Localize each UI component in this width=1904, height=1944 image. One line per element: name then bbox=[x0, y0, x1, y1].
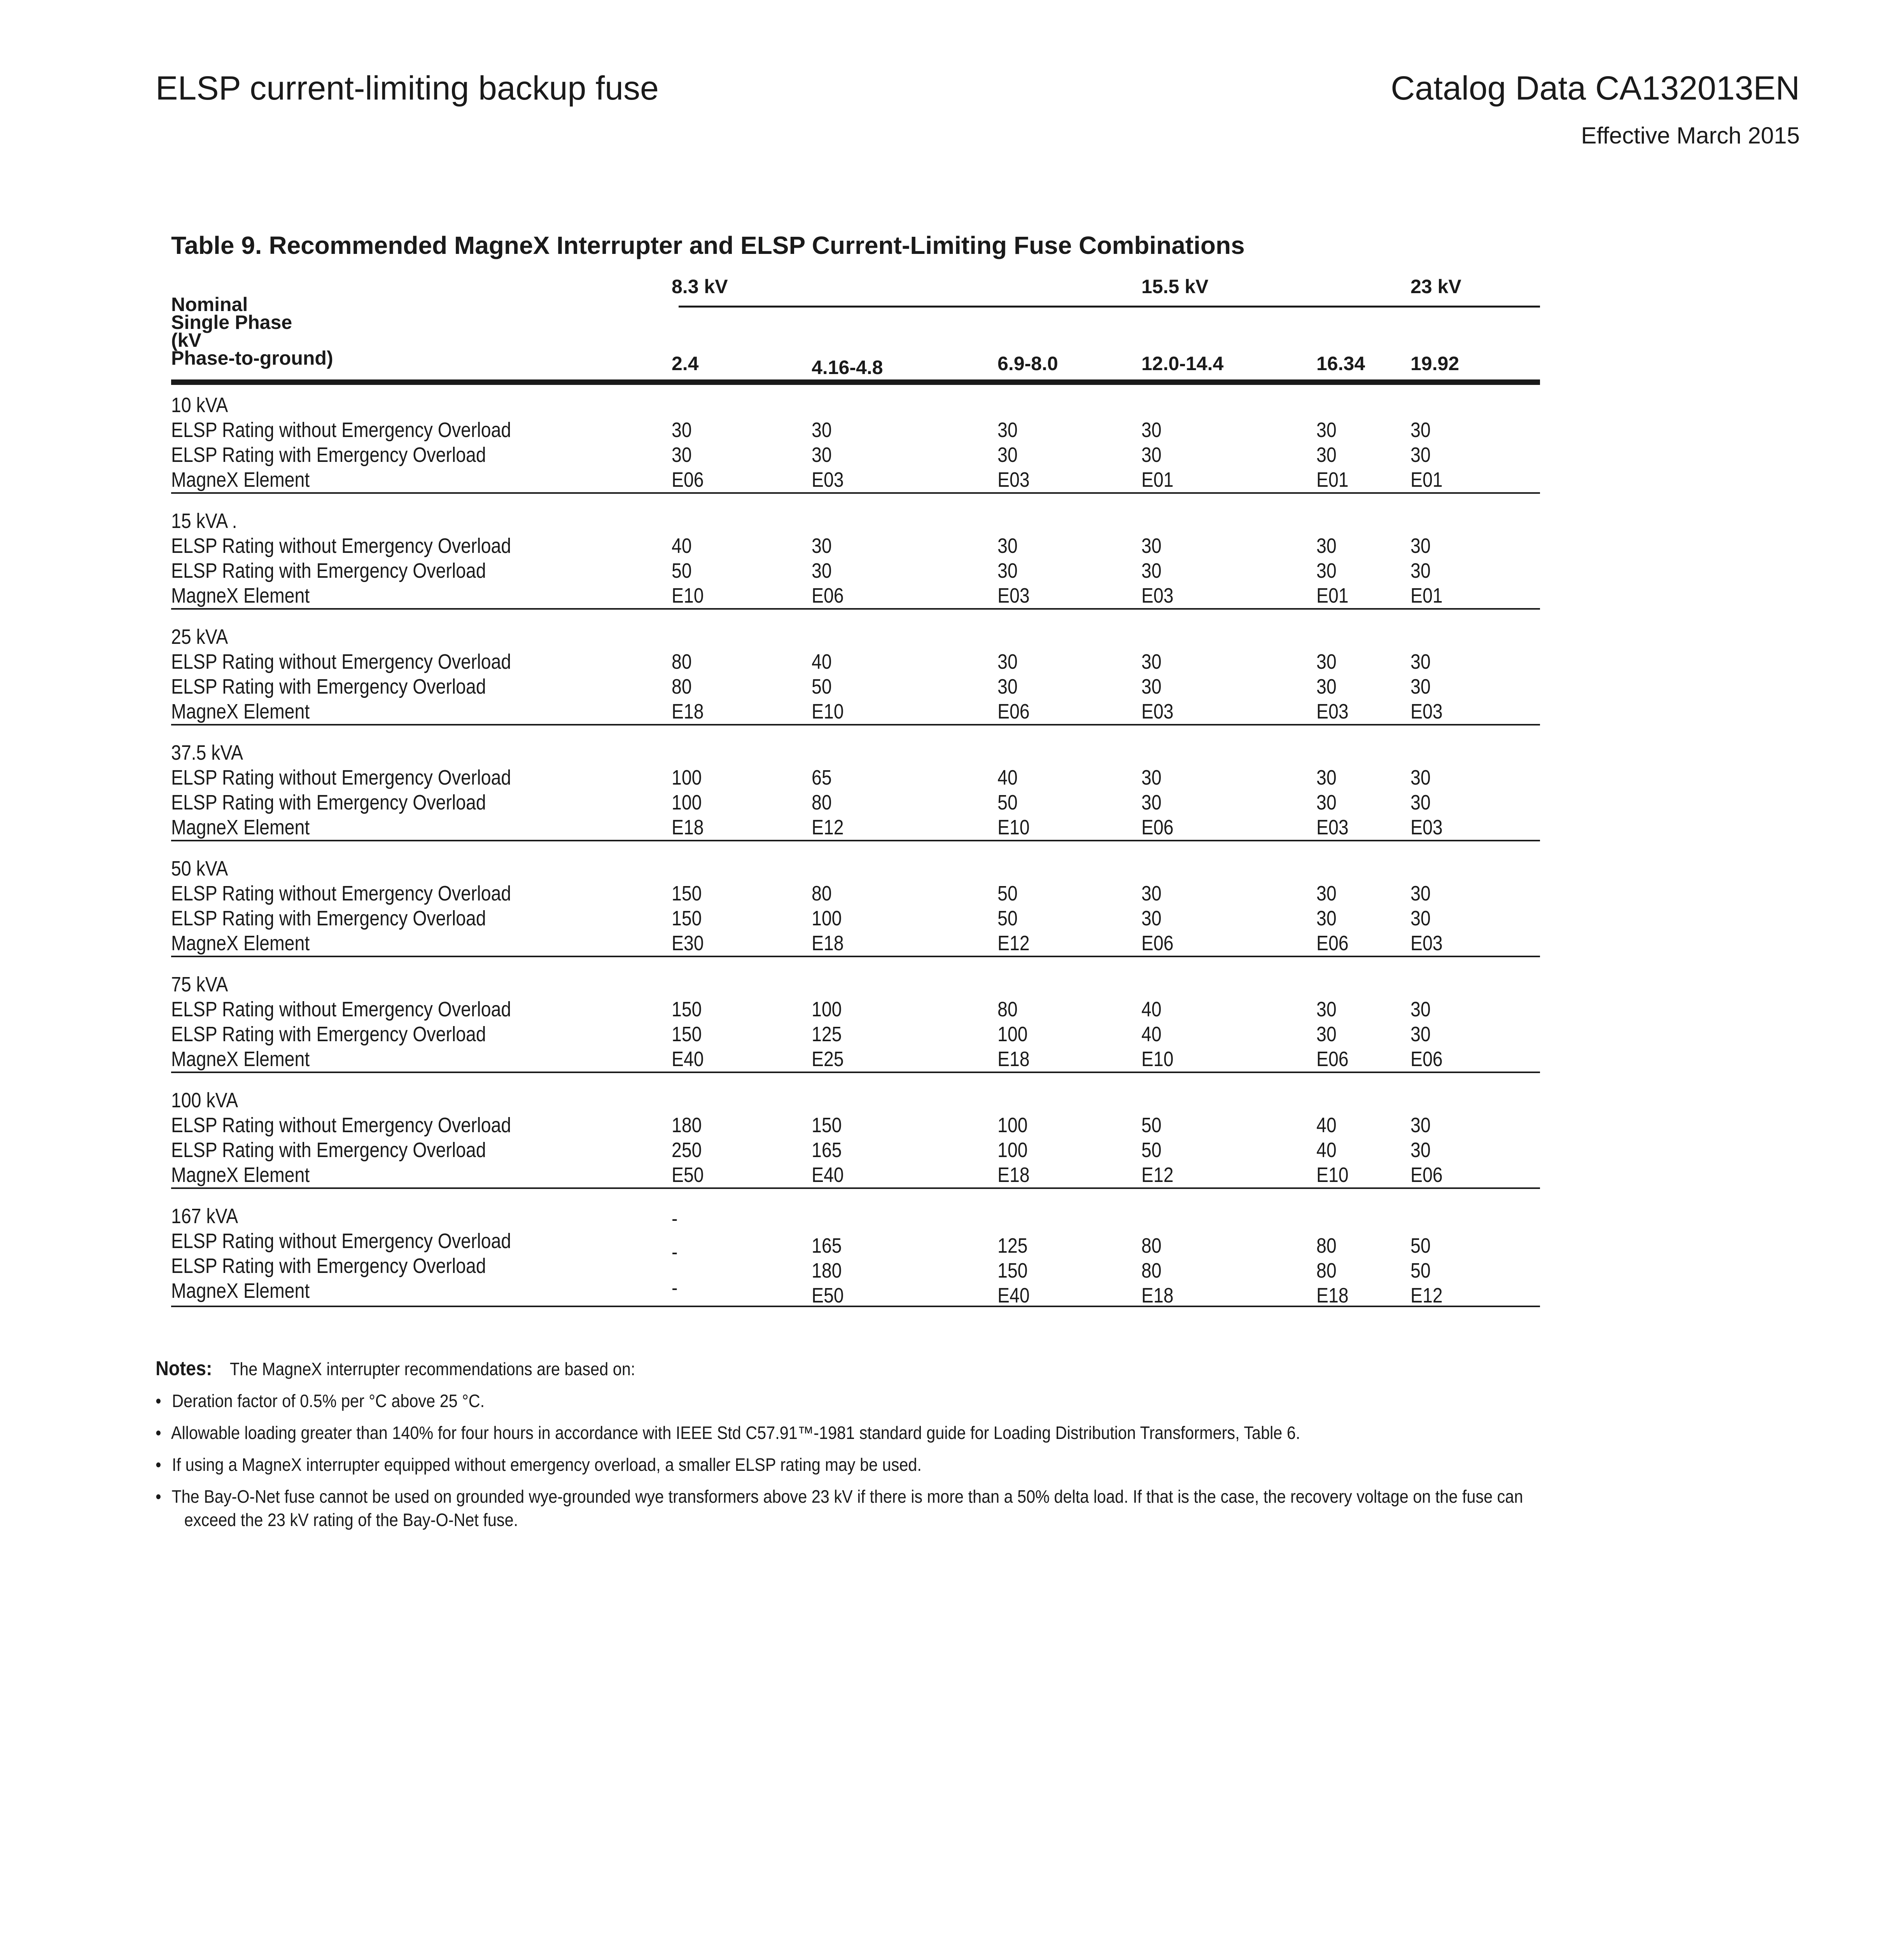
table-cell: 30 bbox=[998, 559, 1018, 582]
table-cell: E18 bbox=[672, 700, 704, 723]
table-cell: E06 bbox=[1410, 1163, 1443, 1187]
table-cell: E12 bbox=[998, 932, 1030, 955]
table-cell: 100 bbox=[672, 766, 702, 789]
table-cell: 100 bbox=[672, 791, 702, 814]
note-text: Deration factor of 0.5% per °C above 25 °C. bbox=[172, 1391, 485, 1411]
table-cell: 30 bbox=[1141, 766, 1162, 789]
table-cell: E01 bbox=[1410, 468, 1443, 491]
table-title: Table 9. Recommended MagneX Interrupter and ELSP Current-Limiting Fuse Combinations bbox=[171, 231, 1245, 259]
note-item bbox=[156, 1453, 1748, 1476]
table-cell: 125 bbox=[998, 1234, 1028, 1257]
table-cell: E03 bbox=[998, 584, 1030, 607]
table-cell: 30 bbox=[998, 534, 1018, 558]
table-cell: 40 bbox=[672, 534, 692, 558]
nominal-header-line-4: Phase-to-ground) bbox=[171, 347, 333, 369]
table-cell: 30 bbox=[1316, 1023, 1337, 1046]
table-cell: 50 bbox=[998, 791, 1018, 814]
note-text: If using a MagneX interrupter equipped without emergency overload, a smaller ELSP rating may be used. bbox=[172, 1455, 922, 1475]
row-descriptor-label: ELSP Rating without Emergency Overload bbox=[171, 998, 511, 1021]
table-cell: E18 bbox=[998, 1163, 1030, 1187]
table-cell: 30 bbox=[998, 675, 1018, 698]
table-cell: 30 bbox=[1141, 882, 1162, 905]
table-cell: 30 bbox=[1410, 559, 1431, 582]
table-cell: E25 bbox=[812, 1047, 844, 1071]
table-cell: - bbox=[672, 1240, 678, 1264]
row-descriptor-label: MagneX Element bbox=[171, 1163, 310, 1187]
row-kva-label: 50 kVA bbox=[171, 857, 228, 880]
table-cell: E18 bbox=[1141, 1284, 1174, 1307]
column-header-2-4: 2.4 bbox=[672, 353, 699, 374]
column-header-16-34: 16.34 bbox=[1316, 353, 1365, 374]
table-cell: 80 bbox=[1316, 1259, 1337, 1282]
note-item bbox=[156, 1421, 1748, 1444]
row-kva-label: 167 kVA bbox=[171, 1205, 238, 1228]
table-cell: E03 bbox=[1316, 700, 1349, 723]
table-cell: E06 bbox=[998, 700, 1030, 723]
table-cell: E10 bbox=[1141, 1047, 1174, 1071]
table-cell: 80 bbox=[1141, 1234, 1162, 1257]
table-cell: 150 bbox=[672, 998, 702, 1021]
notes-intro-text: The MagneX interrupter recommendations are based on: bbox=[229, 1359, 635, 1379]
table-cell: E01 bbox=[1316, 584, 1349, 607]
table-cell: E18 bbox=[672, 816, 704, 839]
column-header-19-92: 19.92 bbox=[1410, 353, 1460, 374]
header-rule bbox=[171, 379, 1540, 385]
notes-heading: Notes: bbox=[156, 1357, 212, 1380]
table-cell: 30 bbox=[1141, 675, 1162, 698]
row-descriptor-label: ELSP Rating with Emergency Overload bbox=[171, 791, 486, 814]
table-cell: 100 bbox=[998, 1114, 1028, 1137]
table-cell: 30 bbox=[672, 418, 692, 442]
table-cell: 30 bbox=[1410, 650, 1431, 673]
table-cell: 50 bbox=[1410, 1234, 1431, 1257]
group-header-15-5kv: 15.5 kV bbox=[1141, 276, 1209, 297]
row-descriptor-label: ELSP Rating with Emergency Overload bbox=[171, 1023, 486, 1046]
table-cell: 30 bbox=[1410, 418, 1431, 442]
row-kva-label: 15 kVA . bbox=[171, 509, 237, 533]
row-descriptor-label: MagneX Element bbox=[171, 584, 310, 607]
row-descriptor-label: ELSP Rating without Emergency Overload bbox=[171, 766, 511, 789]
table-cell: 50 bbox=[672, 559, 692, 582]
table-cell: E12 bbox=[1410, 1284, 1443, 1307]
table-cell: 30 bbox=[1316, 998, 1337, 1021]
row-descriptor-label: MagneX Element bbox=[171, 816, 310, 839]
table-cell: 30 bbox=[1141, 650, 1162, 673]
table-cell: 100 bbox=[812, 998, 842, 1021]
table-cell: 30 bbox=[1410, 1114, 1431, 1137]
table-cell: 100 bbox=[812, 907, 842, 930]
table-cell: E06 bbox=[1316, 932, 1349, 955]
table-cell: 30 bbox=[1316, 882, 1337, 905]
row-descriptor-label: ELSP Rating without Emergency Overload bbox=[171, 418, 511, 442]
nominal-header-line-1: Nominal bbox=[171, 294, 248, 315]
table-cell: E40 bbox=[998, 1284, 1030, 1307]
table-cell: 80 bbox=[812, 882, 832, 905]
table-cell: 80 bbox=[1316, 1234, 1337, 1257]
table-cell: E10 bbox=[998, 816, 1030, 839]
row-kva-label: 100 kVA bbox=[171, 1089, 238, 1112]
catalog-number: CA132013EN bbox=[1595, 70, 1800, 107]
row-kva-label: 10 kVA bbox=[171, 393, 228, 417]
table-cell: 30 bbox=[1410, 766, 1431, 789]
table-cell: E30 bbox=[672, 932, 704, 955]
table-cell: - bbox=[672, 1276, 678, 1299]
nominal-header-line-2: Single Phase bbox=[171, 311, 292, 333]
table-cell: 30 bbox=[1316, 791, 1337, 814]
table-cell: E06 bbox=[1141, 816, 1174, 839]
table-cell: 30 bbox=[1141, 907, 1162, 930]
table-cell: E03 bbox=[812, 468, 844, 491]
note-item bbox=[156, 1485, 1748, 1508]
table-cell: E12 bbox=[1141, 1163, 1174, 1187]
table-cell: 30 bbox=[1316, 559, 1337, 582]
note-item-continuation: exceed the 23 kV rating of the Bay-O-Net fuse. bbox=[184, 1510, 518, 1530]
table-cell: 30 bbox=[812, 418, 832, 442]
row-descriptor-label: ELSP Rating with Emergency Overload bbox=[171, 1138, 486, 1162]
table-cell: 30 bbox=[812, 559, 832, 582]
table-cell: 50 bbox=[812, 675, 832, 698]
table-cell: 125 bbox=[812, 1023, 842, 1046]
table-cell: E50 bbox=[672, 1163, 704, 1187]
table-cell: 150 bbox=[672, 882, 702, 905]
table-cell: E18 bbox=[998, 1047, 1030, 1071]
table-cell: 30 bbox=[1410, 998, 1431, 1021]
table-cell: E06 bbox=[1410, 1047, 1443, 1071]
table-cell: E06 bbox=[672, 468, 704, 491]
table-cell: E03 bbox=[1316, 816, 1349, 839]
table-cell: 30 bbox=[1410, 791, 1431, 814]
table-cell: 150 bbox=[998, 1259, 1028, 1282]
table-cell: 80 bbox=[812, 791, 832, 814]
table-cell: E18 bbox=[1316, 1284, 1349, 1307]
bullet-icon: • bbox=[156, 1455, 161, 1475]
row-divider bbox=[171, 724, 1540, 726]
table-cell: 30 bbox=[1410, 534, 1431, 558]
table-cell: E03 bbox=[1410, 816, 1443, 839]
table-cell: 40 bbox=[998, 766, 1018, 789]
table-cell: 165 bbox=[812, 1234, 842, 1257]
nominal-header bbox=[171, 295, 333, 367]
column-header-12-0-14-4: 12.0-14.4 bbox=[1141, 353, 1224, 374]
table-cell: 40 bbox=[812, 650, 832, 673]
table-cell: 30 bbox=[1410, 443, 1431, 467]
note-item bbox=[156, 1389, 1748, 1413]
row-descriptor-label: ELSP Rating without Emergency Overload bbox=[171, 1114, 511, 1137]
table-cell: 30 bbox=[998, 418, 1018, 442]
table-cell: 80 bbox=[1141, 1259, 1162, 1282]
table-cell: 50 bbox=[998, 882, 1018, 905]
table-cell: 180 bbox=[812, 1259, 842, 1282]
row-descriptor-label: ELSP Rating without Emergency Overload bbox=[171, 882, 511, 905]
table-cell: 30 bbox=[1316, 650, 1337, 673]
table-cell: 80 bbox=[998, 998, 1018, 1021]
table-cell: 65 bbox=[812, 766, 832, 789]
row-descriptor-label: ELSP Rating with Emergency Overload bbox=[171, 559, 486, 582]
row-divider bbox=[171, 608, 1540, 610]
table-cell: 30 bbox=[1410, 1138, 1431, 1162]
row-descriptor-label: ELSP Rating with Emergency Overload bbox=[171, 907, 486, 930]
table-cell: E01 bbox=[1141, 468, 1174, 491]
table-cell: E10 bbox=[1316, 1163, 1349, 1187]
row-divider bbox=[171, 492, 1540, 494]
table-cell: 30 bbox=[1141, 559, 1162, 582]
table-cell: E03 bbox=[1141, 700, 1174, 723]
table-cell: 30 bbox=[812, 443, 832, 467]
table-cell: E03 bbox=[1141, 584, 1174, 607]
table-cell: 40 bbox=[1141, 1023, 1162, 1046]
row-descriptor-label: MagneX Element bbox=[171, 700, 310, 723]
table-cell: E03 bbox=[1410, 700, 1443, 723]
notes bbox=[156, 1357, 1750, 1540]
row-descriptor-label: ELSP Rating with Emergency Overload bbox=[171, 675, 486, 698]
table-cell: 30 bbox=[1410, 907, 1431, 930]
table-cell: 50 bbox=[1141, 1138, 1162, 1162]
table-cell: 150 bbox=[812, 1114, 842, 1137]
table-cell: E06 bbox=[1316, 1047, 1349, 1071]
table-cell: 30 bbox=[1316, 418, 1337, 442]
group-header-23kv: 23 kV bbox=[1410, 276, 1461, 297]
table-cell: 50 bbox=[1410, 1259, 1431, 1282]
row-divider bbox=[171, 1306, 1540, 1307]
table-cell: 30 bbox=[1141, 791, 1162, 814]
row-kva-label: 75 kVA bbox=[171, 973, 228, 996]
table-cell: 30 bbox=[1316, 675, 1337, 698]
table-cell: E06 bbox=[812, 584, 844, 607]
row-divider bbox=[171, 956, 1540, 957]
table-cell: E01 bbox=[1316, 468, 1349, 491]
table-cell: 80 bbox=[672, 675, 692, 698]
table-cell: E01 bbox=[1410, 584, 1443, 607]
table-cell: 40 bbox=[1316, 1138, 1337, 1162]
document-title: ELSP current-limiting backup fuse bbox=[156, 70, 659, 107]
bullet-icon: • bbox=[156, 1391, 161, 1411]
row-kva-label: 37.5 kVA bbox=[171, 741, 243, 764]
catalog-prefix: Catalog Data bbox=[1391, 70, 1586, 107]
table-cell: E40 bbox=[812, 1163, 844, 1187]
table-cell: E10 bbox=[812, 700, 844, 723]
table-cell: E18 bbox=[812, 932, 844, 955]
table-cell: 30 bbox=[1141, 534, 1162, 558]
row-descriptor-label: ELSP Rating with Emergency Overload bbox=[171, 1254, 486, 1278]
note-text: The Bay-O-Net fuse cannot be used on grounded wye-grounded wye transformers above 23 kV if there is more than a 50% delta load. If that is the case, the recovery voltage on the fuse can bbox=[172, 1486, 1523, 1507]
row-descriptor-label: MagneX Element bbox=[171, 932, 310, 955]
row-divider bbox=[171, 840, 1540, 841]
group-header-8-3kv: 8.3 kV bbox=[672, 276, 728, 297]
table-cell: E12 bbox=[812, 816, 844, 839]
row-divider bbox=[171, 1187, 1540, 1189]
table-cell: 50 bbox=[998, 907, 1018, 930]
row-descriptor-label: ELSP Rating without Emergency Overload bbox=[171, 534, 511, 558]
table-cell: 30 bbox=[1410, 882, 1431, 905]
table-cell: 40 bbox=[1316, 1114, 1337, 1137]
row-divider bbox=[171, 1072, 1540, 1073]
table-cell: E03 bbox=[1410, 932, 1443, 955]
table-cell: 100 bbox=[998, 1138, 1028, 1162]
table-cell: 30 bbox=[812, 534, 832, 558]
table-cell: 30 bbox=[672, 443, 692, 467]
table-cell: - bbox=[672, 1207, 678, 1230]
row-descriptor-label: ELSP Rating without Emergency Overload bbox=[171, 1229, 511, 1253]
group-header-rule bbox=[679, 306, 1540, 308]
row-descriptor-label: MagneX Element bbox=[171, 1279, 310, 1302]
table-cell: 30 bbox=[998, 443, 1018, 467]
table-cell: 30 bbox=[1410, 1023, 1431, 1046]
row-descriptor-label: MagneX Element bbox=[171, 1047, 310, 1071]
column-header-6-9-8-0: 6.9-8.0 bbox=[998, 353, 1058, 374]
effective-date: Effective March 2015 bbox=[1581, 122, 1800, 149]
nominal-header-line-3: (kV bbox=[171, 329, 201, 351]
table-cell: 150 bbox=[672, 1023, 702, 1046]
table-cell: E10 bbox=[672, 584, 704, 607]
row-descriptor-label: ELSP Rating without Emergency Overload bbox=[171, 650, 511, 673]
table-cell: E03 bbox=[998, 468, 1030, 491]
table-cell: 30 bbox=[1316, 766, 1337, 789]
row-descriptor-label: MagneX Element bbox=[171, 468, 310, 491]
catalog-label bbox=[1391, 69, 1800, 108]
table-cell: 250 bbox=[672, 1138, 702, 1162]
table-cell: 40 bbox=[1141, 998, 1162, 1021]
table-cell: 50 bbox=[1141, 1114, 1162, 1137]
bullet-icon: • bbox=[156, 1486, 161, 1507]
table-cell: 100 bbox=[998, 1023, 1028, 1046]
table-cell: 30 bbox=[1410, 675, 1431, 698]
table-cell: 80 bbox=[672, 650, 692, 673]
table-cell: E50 bbox=[812, 1284, 844, 1307]
table-cell: 180 bbox=[672, 1114, 702, 1137]
table-cell: 30 bbox=[1316, 443, 1337, 467]
row-descriptor-label: ELSP Rating with Emergency Overload bbox=[171, 443, 486, 467]
table-cell: 30 bbox=[1141, 418, 1162, 442]
table-cell: 150 bbox=[672, 907, 702, 930]
row-kva-label: 25 kVA bbox=[171, 625, 228, 649]
table-cell: 30 bbox=[1141, 443, 1162, 467]
table-cell: 165 bbox=[812, 1138, 842, 1162]
bullet-icon: • bbox=[156, 1423, 161, 1443]
table-cell: 30 bbox=[998, 650, 1018, 673]
table-cell: 30 bbox=[1316, 534, 1337, 558]
note-text: Allowable loading greater than 140% for four hours in accordance with IEEE Std C57.91™-1981 standard guide for Loading Distribution Transformers, Table 6. bbox=[171, 1423, 1300, 1443]
notes-intro bbox=[156, 1357, 1748, 1381]
table-cell: E06 bbox=[1141, 932, 1174, 955]
table-cell: 30 bbox=[1316, 907, 1337, 930]
column-header-4-16-4-8: 4.16-4.8 bbox=[812, 357, 883, 378]
table-cell: E40 bbox=[672, 1047, 704, 1071]
